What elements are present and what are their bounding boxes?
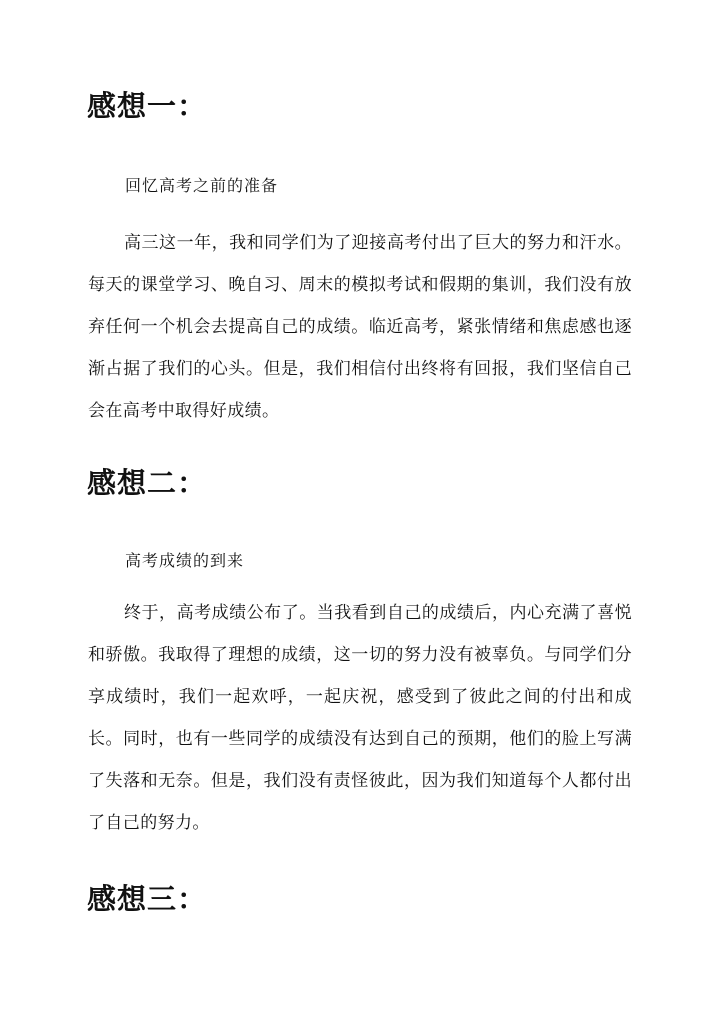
section-heading-2: 感想二： [87,466,208,500]
section-subtitle-1: 回忆高考之前的准备 [125,176,279,195]
section-heading-3: 感想三： [87,882,208,916]
section-subtitle-2: 高考成绩的到来 [125,551,245,570]
section-heading-1: 感想一： [87,89,208,123]
section-paragraph-1: 高三这一年，我和同学们为了迎接高考付出了巨大的努力和汗水。每天的课堂学习、晚自习、周末的模拟考试和假期的集训，我们没有放弃任何一个机会去提高自己的成绩。临近高考，紧张情绪和焦虑感也逐渐占据了我们的心头。但是，我们相信付出终将有回报，我们坚信自己会在高考中取得好成绩。 [88,233,632,421]
section-paragraph-2: 终于，高考成绩公布了。当我看到自己的成绩后，内心充满了喜悦和骄傲。我取得了理想的成绩，这一切的努力没有被辜负。与同学们分享成绩时，我们一起欢呼，一起庆祝，感受到了彼此之间的付出和成长。同时，也有一些同学的成绩没有达到自己的预期，他们的脸上写满了失落和无奈。但是，我们没有责怪彼此，因为我们知道每个人都付出了自己的努力。 [88,603,632,833]
